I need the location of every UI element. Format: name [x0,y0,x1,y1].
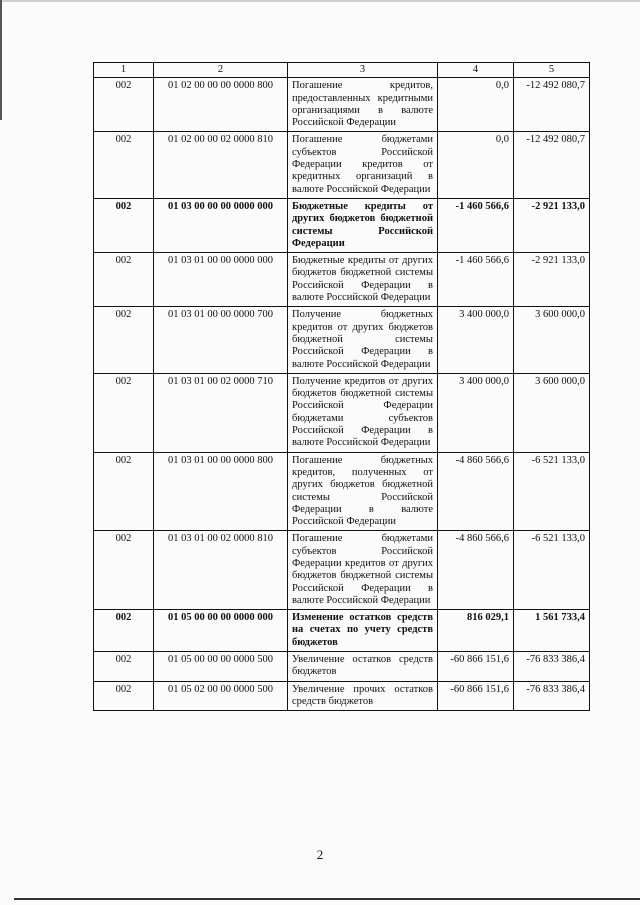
source-name-cell: Погашение кредитов, предоставленных кредитными организациями в валюте Российской Федерации [288,78,438,132]
column-header: 1 [94,63,154,78]
table-row [94,610,590,652]
amount-col5-cell: 1 561 733,4 [514,610,590,652]
amount-col4-cell: -60 866 151,6 [438,681,514,711]
table-row [94,373,590,452]
amount-col4-cell: -4 860 566,6 [438,531,514,610]
budget-code-cell: 01 03 01 00 02 0000 710 [154,373,288,452]
admin-code-cell: 002 [94,610,154,652]
budget-sources-table [93,62,590,711]
amount-col4-cell: 0,0 [438,78,514,132]
amount-col4-cell: 3 400 000,0 [438,373,514,452]
budget-code-cell: 01 02 00 00 00 0000 800 [154,78,288,132]
admin-code-cell: 002 [94,78,154,132]
table-row [94,307,590,373]
amount-col5-cell: -6 521 133,0 [514,531,590,610]
amount-col5-cell: 3 600 000,0 [514,373,590,452]
amount-col5-cell: 3 600 000,0 [514,307,590,373]
amount-col4-cell: -1 460 566,6 [438,198,514,252]
admin-code-cell: 002 [94,652,154,682]
admin-code-cell: 002 [94,307,154,373]
amount-col4-cell: 816 029,1 [438,610,514,652]
budget-code-cell: 01 05 00 00 00 0000 500 [154,652,288,682]
admin-code-cell: 002 [94,198,154,252]
source-name-cell: Бюджетные кредиты от других бюджетов бюджетной системы Российской Федерации [288,198,438,252]
admin-code-cell: 002 [94,253,154,307]
source-name-cell: Погашение бюджетами субъектов Российской Федерации кредитов от других бюджетов бюджетной системы Российской Федерации в валюте Российской Федерации [288,531,438,610]
amount-col5-cell: -12 492 080,7 [514,132,590,198]
source-name-cell: Увеличение прочих остатков средств бюджетов [288,681,438,711]
source-name-cell: Получение кредитов от других бюджетов бюджетной системы Российской Федерации бюджетами субъектов Российской Федерации в валюте Российской Федерации [288,373,438,452]
scan-edge-bottom [14,898,640,900]
budget-code-cell: 01 05 02 00 00 0000 500 [154,681,288,711]
column-header: 5 [514,63,590,78]
column-header: 2 [154,63,288,78]
source-name-cell: Изменение остатков средств на счетах по учету средств бюджетов [288,610,438,652]
budget-code-cell: 01 02 00 00 02 0000 810 [154,132,288,198]
table-header-row [94,63,590,78]
amount-col4-cell: -1 460 566,6 [438,253,514,307]
budget-code-cell: 01 03 01 00 02 0000 810 [154,531,288,610]
table-row [94,452,590,531]
amount-col4-cell: 3 400 000,0 [438,307,514,373]
budget-code-cell: 01 05 00 00 00 0000 000 [154,610,288,652]
admin-code-cell: 002 [94,681,154,711]
admin-code-cell: 002 [94,132,154,198]
table-row [94,253,590,307]
admin-code-cell: 002 [94,373,154,452]
amount-col4-cell: -60 866 151,6 [438,652,514,682]
scan-edge-left [0,0,2,120]
column-header: 3 [288,63,438,78]
table-row [94,681,590,711]
source-name-cell: Увеличение остатков средств бюджетов [288,652,438,682]
column-header: 4 [438,63,514,78]
table-row [94,652,590,682]
amount-col5-cell: -6 521 133,0 [514,452,590,531]
source-name-cell: Погашение бюджетных кредитов, полученных от других бюджетов бюджетной системы Российской Федерации в валюте Российской Федерации [288,452,438,531]
table-row [94,531,590,610]
page-number: 2 [316,847,324,862]
amount-col4-cell: 0,0 [438,132,514,198]
table-row [94,198,590,252]
amount-col5-cell: -2 921 133,0 [514,198,590,252]
source-name-cell: Бюджетные кредиты от других бюджетов бюджетной системы Российской Федерации в валюте Российской Федерации [288,253,438,307]
budget-code-cell: 01 03 01 00 00 0000 800 [154,452,288,531]
source-name-cell: Получение бюджетных кредитов от других бюджетов бюджетной системы Российской Федерации в валюте Российской Федерации [288,307,438,373]
amount-col5-cell: -12 492 080,7 [514,78,590,132]
admin-code-cell: 002 [94,452,154,531]
amount-col5-cell: -76 833 386,4 [514,681,590,711]
budget-code-cell: 01 03 01 00 00 0000 000 [154,253,288,307]
budget-code-cell: 01 03 01 00 00 0000 700 [154,307,288,373]
table-row [94,132,590,198]
amount-col5-cell: -2 921 133,0 [514,253,590,307]
scan-edge-top [0,0,640,2]
table-body [94,78,590,711]
amount-col4-cell: -4 860 566,6 [438,452,514,531]
table-row [94,78,590,132]
amount-col5-cell: -76 833 386,4 [514,652,590,682]
source-name-cell: Погашение бюджетами субъектов Российской Федерации кредитов от кредитных организаций в валюте Российской Федерации [288,132,438,198]
budget-code-cell: 01 03 00 00 00 0000 000 [154,198,288,252]
admin-code-cell: 002 [94,531,154,610]
